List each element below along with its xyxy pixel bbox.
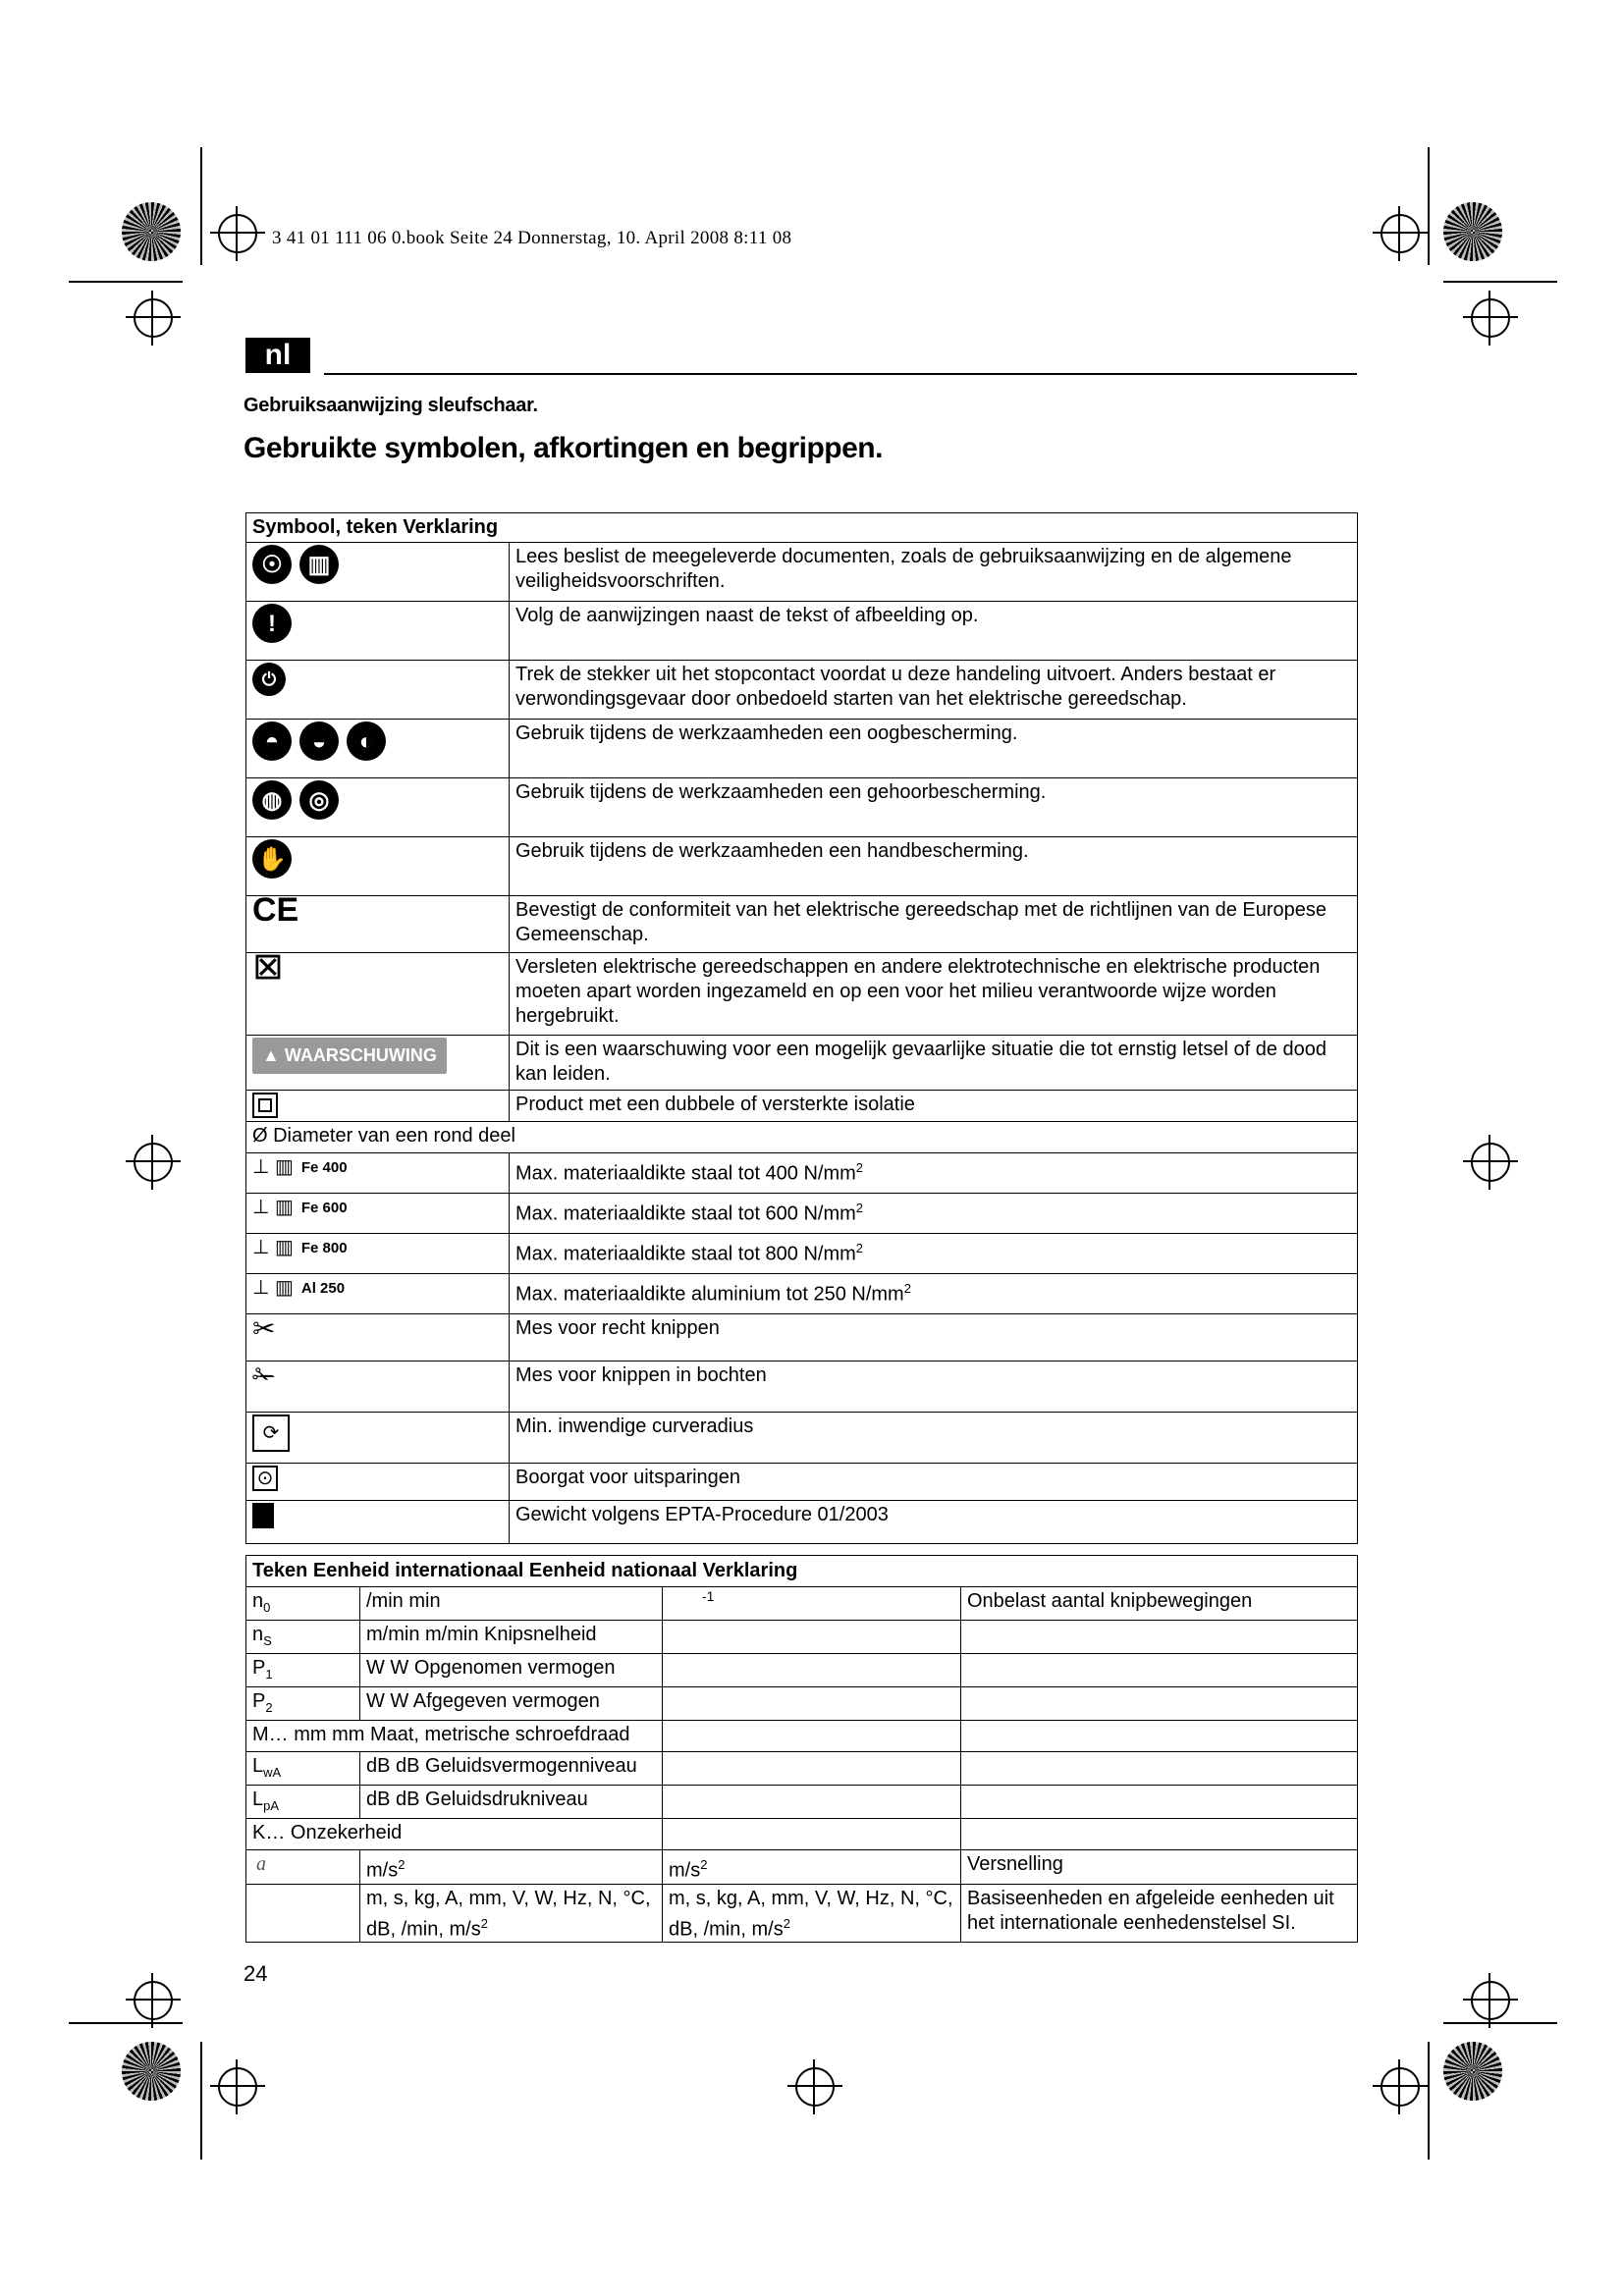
symbol-description: Gebruik tijdens de werkzaamheden een gehoorbescherming. (510, 778, 1358, 837)
superscript: 2 (855, 1241, 864, 1255)
symbol-description: Mes voor recht knippen (510, 1314, 1358, 1362)
unit-international-text: m, s, kg, A, mm, V, W, Hz, N, °C, dB, /min, m/s (366, 1887, 651, 1941)
unit-symbol-text: L (252, 1789, 264, 1810)
safety-glasses-icon: ◐ (347, 721, 386, 761)
unit-symbol: K… Onzekerheid (246, 1819, 663, 1850)
double-insulation-icon (252, 1093, 278, 1118)
superscript: 2 (480, 1915, 488, 1931)
thickness-text: Max. materiaaldikte staal tot 800 N/mm (515, 1243, 856, 1265)
unit-explanation (961, 1621, 1358, 1654)
unit-symbol (246, 1884, 360, 1943)
unplug-icon: ⏻ (252, 663, 286, 696)
units-table-header: Teken Eenheid internationaal Eenheid nationaal Verklaring (246, 1556, 1358, 1587)
unit-symbol-text: L (252, 1755, 264, 1777)
symbol-description: Boorgat voor uitsparingen (510, 1464, 1358, 1501)
unit-subscript: pA (263, 1798, 280, 1813)
registration-rosette-icon (1443, 202, 1502, 261)
unit-symbol (246, 1752, 360, 1786)
unit-subscript: 2 (265, 1700, 273, 1715)
unit-subscript: 1 (265, 1667, 273, 1682)
language-badge: nl (245, 338, 310, 373)
goggles-icon: ◒ (299, 721, 339, 761)
material-label: Al 250 (300, 1280, 346, 1297)
book-header: 3 41 01 111 06 0.book Seite 24 Donnerstag, 10. April 2008 8:11 08 (272, 228, 792, 248)
unit-explanation (961, 1786, 1358, 1819)
unit-symbol (246, 1786, 360, 1819)
ear-plug-icon: ◎ (299, 780, 339, 820)
page-title: Gebruikte symbolen, afkortingen en begrippen. (244, 432, 883, 464)
page-number: 24 (244, 1961, 268, 1986)
book-icon: ▥ (299, 545, 339, 584)
unit-national (663, 1687, 961, 1721)
crossed-bin-icon: ⊠ (252, 946, 284, 988)
unit-symbol (246, 1687, 360, 1721)
registration-rosette-icon (1443, 2042, 1502, 2101)
unit-international: W W Afgegeven vermogen (360, 1687, 663, 1721)
thickness-icon: ⊥ ▥ (252, 1197, 294, 1218)
crop-mark (1428, 2042, 1430, 2160)
face-shield-icon: ◓ (252, 721, 292, 761)
unit-national: -1 (663, 1587, 961, 1621)
superscript: 2 (855, 1160, 864, 1175)
crop-mark (69, 281, 183, 283)
crop-mark (1443, 2022, 1557, 2024)
unit-international (360, 1884, 663, 1943)
symbol-description: Versleten elektrische gereedschappen en andere elektrotechnische en elektrische producten moeten apart worden ingezameld en op een voor het milieu verantwoorde wijze worden hergebruikt. (510, 953, 1358, 1036)
unit-subscript: wA (263, 1765, 282, 1780)
read-manual-icon: ☉ (252, 545, 292, 584)
symbols-table (245, 512, 1358, 1544)
superscript: 2 (783, 1915, 790, 1931)
symbol-description: Product met een dubbele of versterkte isolatie (510, 1091, 1358, 1122)
unit-national (663, 1819, 961, 1850)
symbol-description: Gewicht volgens EPTA-Procedure 01/2003 (510, 1501, 1358, 1544)
unit-symbol: a (246, 1850, 360, 1885)
crop-mark (200, 147, 202, 265)
thickness-text: Max. materiaaldikte staal tot 400 N/mm (515, 1162, 856, 1185)
exclamation-icon: ! (252, 604, 292, 643)
superscript: 2 (700, 1857, 708, 1872)
symbol-description: Gebruik tijdens de werkzaamheden een handbescherming. (510, 837, 1358, 896)
unit-symbol: M… mm mm Maat, metrische schroefdraad (246, 1721, 663, 1752)
symbol-description: Trek de stekker uit het stopcontact voordat u deze handeling uitvoert. Anders bestaat er verwondingsgevaar door onbedoeld starten van het elektrische gereedschap. (510, 661, 1358, 720)
unit-symbol (246, 1587, 360, 1621)
warning-label: ▲ WAARSCHUWING (252, 1038, 447, 1074)
registration-crosshair-icon (134, 1143, 173, 1182)
unit-international-text: m/s (366, 1859, 399, 1882)
symbol-description: Lees beslist de meegeleverde documenten, zoals de gebruiksaanwijzing en de algemene veiligheidsvoorschriften. (510, 543, 1358, 602)
symbol-description: Mes voor knippen in bochten (510, 1362, 1358, 1413)
material-label: Fe 400 (300, 1159, 348, 1176)
thickness-text: Max. materiaaldikte aluminium tot 250 N/mm (515, 1283, 904, 1306)
symbol-description (510, 1194, 1358, 1234)
symbol-description: Min. inwendige curveradius (510, 1413, 1358, 1464)
unit-symbol-text: n (252, 1590, 264, 1612)
bore-hole-icon: ⊙ (252, 1466, 278, 1491)
unit-explanation (961, 1654, 1358, 1687)
unit-national-text: m/s (669, 1859, 701, 1882)
registration-crosshair-icon (134, 1981, 173, 2020)
superscript: 2 (398, 1857, 406, 1872)
crop-mark (1443, 281, 1557, 283)
diameter-row: Ø Diameter van een rond deel (246, 1122, 1358, 1153)
registration-crosshair-icon (1380, 2067, 1420, 2107)
header-rule (324, 373, 1357, 375)
registration-crosshair-icon (218, 214, 257, 253)
thickness-text: Max. materiaaldikte staal tot 600 N/mm (515, 1202, 856, 1225)
unit-subscript: 0 (263, 1600, 271, 1615)
weight-icon (252, 1503, 274, 1528)
unit-explanation: Versnelling (961, 1850, 1358, 1885)
superscript: 2 (855, 1201, 864, 1215)
unit-national (663, 1721, 961, 1752)
registration-crosshair-icon (1471, 298, 1510, 338)
symbol-description: Bevestigt de conformiteit van het elektrische gereedschap met de richtlijnen van de Europese Gemeenschap. (510, 896, 1358, 953)
units-table (245, 1555, 1358, 1943)
unit-national (663, 1752, 961, 1786)
unit-symbol (246, 1621, 360, 1654)
crop-mark (200, 2042, 202, 2160)
symbol-description (510, 1274, 1358, 1314)
unit-international: /min min (360, 1587, 663, 1621)
curve-blade-icon: ✁ (252, 1361, 276, 1391)
unit-international: W W Opgenomen vermogen (360, 1654, 663, 1687)
unit-symbol-text: P (252, 1657, 266, 1679)
unit-national (663, 1621, 961, 1654)
unit-national (663, 1884, 961, 1943)
unit-national (663, 1786, 961, 1819)
unit-explanation: Basiseenheden en afgeleide eenheden uit het internationale eenhedenstelsel SI. (961, 1884, 1358, 1943)
unit-explanation (961, 1819, 1358, 1850)
registration-crosshair-icon (1471, 1981, 1510, 2020)
superscript: 2 (903, 1281, 911, 1296)
radius-icon: ⟳ (252, 1415, 290, 1452)
unit-national (663, 1850, 961, 1885)
straight-blade-icon: ✂ (252, 1313, 276, 1344)
warning-label-text: WAARSCHUWING (284, 1045, 437, 1065)
crop-mark (69, 2022, 183, 2024)
registration-crosshair-icon (134, 298, 173, 338)
thickness-icon: ⊥ ▥ (252, 1277, 294, 1299)
unit-subscript: S (263, 1633, 272, 1648)
symbol-description (510, 1234, 1358, 1274)
unit-explanation (961, 1687, 1358, 1721)
registration-crosshair-icon (1471, 1143, 1510, 1182)
unit-symbol-text: n (252, 1624, 264, 1645)
unit-explanation (961, 1752, 1358, 1786)
material-label: Fe 600 (300, 1200, 348, 1216)
symbol-description: Volg de aanwijzingen naast de tekst of afbeelding op. (510, 602, 1358, 661)
unit-international (360, 1850, 663, 1885)
unit-symbol (246, 1654, 360, 1687)
symbol-description (510, 1153, 1358, 1194)
registration-crosshair-icon (1380, 214, 1420, 253)
unit-international: m/min m/min Knipsnelheid (360, 1621, 663, 1654)
unit-explanation (961, 1721, 1358, 1752)
symbols-table-header: Symbool, teken Verklaring (246, 513, 1358, 543)
material-label: Fe 800 (300, 1240, 348, 1256)
registration-rosette-icon (122, 2042, 181, 2101)
registration-crosshair-icon (795, 2067, 835, 2107)
registration-rosette-icon (122, 202, 181, 261)
unit-symbol-text: P (252, 1690, 266, 1712)
unit-national-text: m, s, kg, A, mm, V, W, Hz, N, °C, dB, /min, m/s (669, 1887, 953, 1941)
thickness-icon: ⊥ ▥ (252, 1237, 294, 1258)
glove-icon: ✋ (252, 839, 292, 879)
symbol-description: Dit is een waarschuwing voor een mogelijk gevaarlijke situatie die tot ernstig letsel of de dood kan leiden. (510, 1036, 1358, 1091)
registration-crosshair-icon (218, 2067, 257, 2107)
document-subtitle: Gebruiksaanwijzing sleufschaar. (244, 395, 538, 416)
unit-international: dB dB Geluidsvermogenniveau (360, 1752, 663, 1786)
crop-mark (1428, 147, 1430, 265)
unit-explanation: Onbelast aantal knipbewegingen (961, 1587, 1358, 1621)
ce-mark: CE (252, 891, 299, 929)
thickness-icon: ⊥ ▥ (252, 1156, 294, 1178)
symbol-description: Gebruik tijdens de werkzaamheden een oogbescherming. (510, 720, 1358, 778)
ear-muffs-icon: ◍ (252, 780, 292, 820)
unit-international: dB dB Geluidsdrukniveau (360, 1786, 663, 1819)
unit-national (663, 1654, 961, 1687)
